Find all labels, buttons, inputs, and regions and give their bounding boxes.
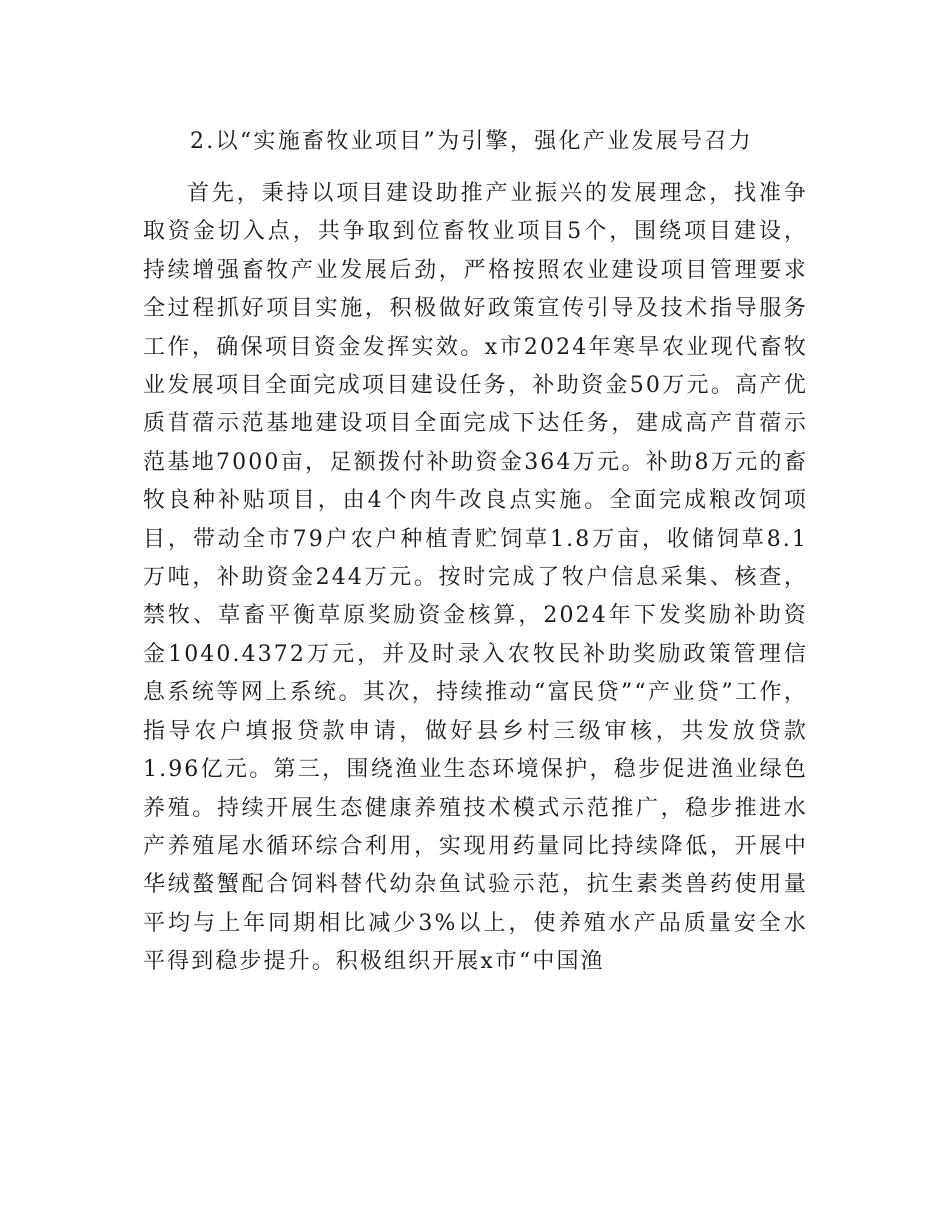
body-paragraph: 首先，秉持以项目建设助推产业振兴的发展理念，找准争取资金切入点，共争取到位畜牧业项目5个，围绕项目建设，持续增强畜牧产业发展后劲，严格按照农业建设项目管理要求全过程抓好项目实施，积极做好政策宣传引导及技术指导服务工作，确保项目资金发挥实效。x市2024年寒旱农业现代畜牧业发展项目全面完成项目建设任务，补助资金50万元。高产优质苜蓿示范基地建设项目全面完成下达任务，建成高产苜蓿示范基地7000亩，足额拨付补助资金364万元。补助8万元的畜牧良种补贴项目，由4个肉牛改良点实施。全面完成粮改饲项目，带动全市79户农户种植青贮饲草1.8万亩，收储饲草8.1万吨，补助资金244万元。按时完成了牧户信息采集、核查，禁牧、草畜平衡草原奖励资金核算，2024年下发奖励补助资金1040.4372万元，并及时录入农牧民补助奖励政策管理信息系统等网上系统。其次，持续推动“富民贷”“产业贷”工作，指导农户填报贷款申请，做好县乡村三级审核，共发放贷款1.96亿元。第三，围绕渔业生态环境保护，稳步促进渔业绿色养殖。持续开展生态健康养殖技术模式示范推广，稳步推进水产养殖尾水循环综合利用，实现用药量同比持续降低，开展中华绒螯蟹配合饲料替代幼杂鱼试验示范，抗生素类兽药使用量平均与上年同期相比减少3%以上，使养殖水产品质量安全水平得到稳步提升。积极组织开展x市“中国渔	[143, 181, 808, 975]
section-heading: 2.以“实施畜牧业项目”为引擎，强化产业发展号召力	[190, 129, 753, 154]
document-body	[143, 122, 808, 982]
